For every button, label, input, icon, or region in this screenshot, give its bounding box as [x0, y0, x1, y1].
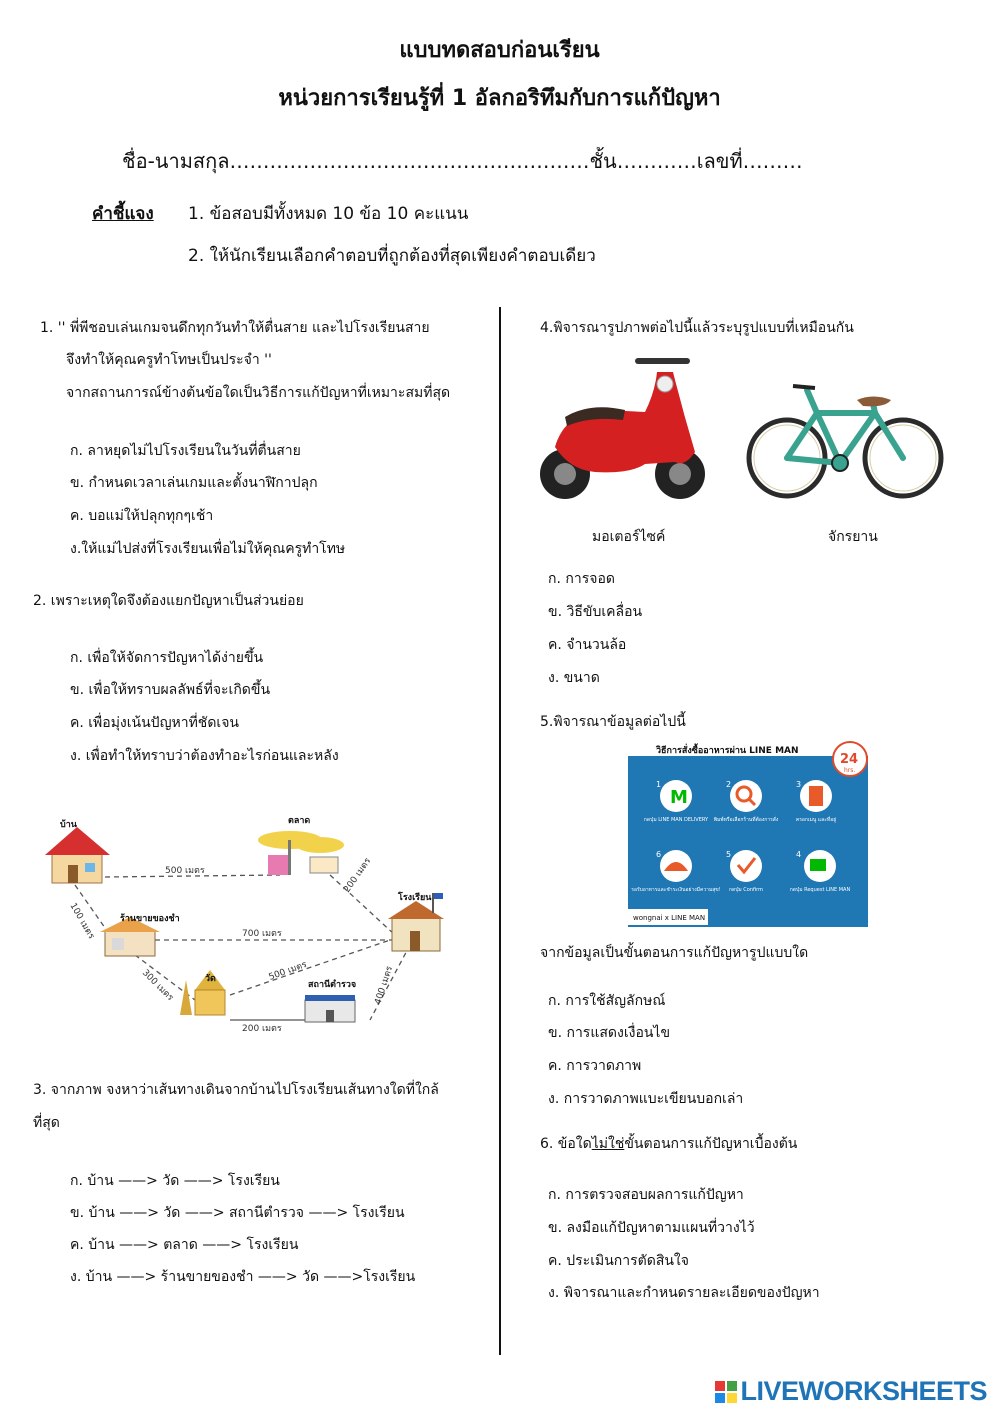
worksheet-title: แบบทดสอบก่อนเรียน — [399, 38, 600, 63]
q4-option-c[interactable]: ค. จำนวนล้อ — [548, 637, 627, 653]
svg-text:2: 2 — [726, 780, 732, 789]
map-label-market: ตลาด — [288, 816, 311, 826]
scooter-image — [535, 352, 710, 512]
q3-option-d[interactable]: ง. บ้าน ——> ร้านขายของชำ ——> วัด ——>โรงเรียน — [70, 1269, 416, 1285]
instructions-item-2: 2. ให้นักเรียนเลือกคำตอบที่ถูกต้องที่สุดเพียงคำตอบเดียว — [188, 246, 596, 266]
q3-option-a[interactable]: ก. บ้าน ——> วัด ——> โรงเรียน — [70, 1173, 280, 1189]
q1-line-1: 1. '' พี่พีชอบเล่นเกมจนดึกทุกวันทำให้ตื่นสาย และไปโรงเรียนสาย — [40, 320, 430, 336]
distance-temple-school: 500 เมตร — [267, 959, 309, 983]
infographic-24-badge: 24 — [840, 752, 859, 767]
distance-home-market: 500 เมตร — [165, 866, 205, 876]
q1-line-3: จากสถานการณ์ข้างต้นข้อใดเป็นวิธีการแก้ปัญหาที่เหมาะสมที่สุด — [66, 385, 451, 401]
infographic-hrs-label: hrs. — [844, 767, 856, 774]
home-icon — [45, 827, 110, 883]
distance-temple-police: 200 เมตร — [242, 1024, 282, 1034]
scooter-caption: มอเตอร์ไซค์ — [592, 529, 666, 545]
q1-option-c[interactable]: ค. บอแม่ให้ปลุกทุกๆเช้า — [70, 508, 214, 524]
map-label-temple: วัด — [205, 974, 216, 984]
instructions-item-1: 1. ข้อสอบมีทั้งหมด 10 ข้อ 10 คะแนน — [188, 204, 469, 224]
svg-text:1: 1 — [656, 780, 662, 789]
q6-text: 6. ข้อใดไม่ใช่ขั้นตอนการแก้ปัญหาเบื้องต้น — [540, 1136, 798, 1152]
distance-shop-school: 700 เมตร — [242, 929, 282, 939]
q1-option-a[interactable]: ก. ลาหยุดไม่ไปโรงเรียนในวันที่ตื่นสาย — [70, 443, 301, 459]
step-6-label: รอรับอาหารและชำระเงินอย่างมีความสุข! — [631, 887, 721, 893]
q4-option-b[interactable]: ข. วิธีขับเคลื่อน — [548, 604, 643, 620]
q3-option-c[interactable]: ค. บ้าน ——> ตลาด ——> โรงเรียน — [70, 1237, 299, 1253]
map-label-police: สถานีตำรวจ — [308, 980, 357, 990]
q6-option-b[interactable]: ข. ลงมือแก้ปัญหาตามแผนที่วางไว้ — [548, 1220, 755, 1236]
svg-text:3: 3 — [796, 780, 802, 789]
infographic-footer: wongnai x LINE MAN — [633, 914, 706, 922]
q5-option-d[interactable]: ง. การวาดภาพแบะเขียนบอกเล่า — [548, 1091, 744, 1107]
q4-text: 4.พิจารณารูปภาพต่อไปนี้แล้วระบุรูปแบบที่เหมือนกัน — [540, 320, 854, 336]
q1-option-b[interactable]: ข. กำหนดเวลาเล่นเกมและตั้งนาฬิกาปลุก — [70, 475, 318, 491]
lineman-infographic — [628, 741, 868, 927]
svg-text:M: M — [670, 787, 688, 808]
q1-line-2: จึงทำให้คุณครูทำโทษเป็นประจำ '' — [66, 352, 272, 368]
step-2-label: พิมพ์หรือเลือกร้านที่ต้องการสั่ง — [713, 817, 779, 823]
police-station-icon — [305, 995, 355, 1022]
distance-police-school: 400 เมตร — [373, 965, 396, 1006]
q4-option-a[interactable]: ก. การจอด — [548, 571, 615, 587]
route-map — [30, 805, 460, 1045]
q3-line-2: ที่สุด — [33, 1115, 60, 1131]
q5-question: จากข้อมูลเป็นขั้นตอนการแก้ปัญหารูปแบบใด — [540, 945, 809, 961]
q5-option-c[interactable]: ค. การวาดภาพ — [548, 1058, 642, 1074]
step-1-label: กดปุ่ม LINE MAN DELIVERY — [643, 817, 709, 823]
q2-option-c[interactable]: ค. เพื่อมุ่งเน้นปัญหาที่ชัดเจน — [70, 715, 239, 731]
q2-option-d[interactable]: ง. เพื่อทำให้ทราบว่าต้องทำอะไรก่อนและหลัง — [70, 748, 339, 764]
liveworksheets-icon — [715, 1381, 737, 1403]
temple-icon — [180, 970, 225, 1015]
q5-option-b[interactable]: ข. การแสดงเงื่อนไข — [548, 1025, 671, 1041]
svg-text:4: 4 — [796, 850, 802, 859]
market-icon — [258, 831, 344, 875]
q6-option-c[interactable]: ค. ประเมินการตัดสินใจ — [548, 1253, 689, 1269]
worksheet-subtitle: หน่วยการเรียนรู้ที่ 1 อัลกอริทึมกับการแก้ปัญหา — [278, 86, 721, 111]
q6-option-d[interactable]: ง. พิจารณาและกำหนดรายละเอียดของปัญหา — [548, 1285, 820, 1301]
q6-option-a[interactable]: ก. การตรวจสอบผลการแก้ปัญหา — [548, 1187, 744, 1203]
step-5-confirm-icon — [730, 850, 762, 882]
q1-option-d[interactable]: ง.ให้แม่ไปส่งที่โรงเรียนเพื่อไม่ให้คุณครูทำโทษ — [70, 541, 346, 557]
step-5-label: กดปุ่ม Confirm — [728, 887, 764, 893]
distance-market-school: 200 เมตร — [342, 856, 374, 895]
map-label-shop: ร้านขายของชำ — [120, 914, 180, 924]
step-3-label: ครอกเมนู และที่อยู่ — [795, 817, 837, 823]
map-label-home: บ้าน — [60, 820, 77, 830]
step-2-search-icon — [730, 780, 762, 812]
svg-text:5: 5 — [726, 850, 732, 859]
column-divider — [499, 307, 501, 1355]
infographic-title: วิธีการสั่งซื้ออาหารผ่าน LINE MAN — [656, 746, 799, 756]
q3-line-1: 3. จากภาพ จงหาว่าเส้นทางเดินจากบ้านไปโรงเรียนเส้นทางใดที่ใกล้ — [33, 1082, 439, 1098]
step-4-label: กดปุ่ม Request LINE MAN — [789, 887, 851, 893]
map-label-school: โรงเรียน — [398, 893, 432, 903]
q2-option-a[interactable]: ก. เพื่อให้จัดการปัญหาได้ง่ายขึ้น — [70, 650, 264, 666]
q3-option-b[interactable]: ข. บ้าน ——> วัด ——> สถานีตำรวจ ——> โรงเรียน — [70, 1205, 405, 1221]
q5-option-a[interactable]: ก. การใช้สัญลักษณ์ — [548, 993, 666, 1009]
bicycle-caption: จักรยาน — [828, 529, 878, 545]
q4-option-d[interactable]: ง. ขนาด — [548, 670, 600, 686]
q2-text: 2. เพราะเหตุใดจึงต้องแยกปัญหาเป็นส่วนย่อย — [33, 593, 304, 609]
liveworksheets-logo[interactable]: LIVEWORKSHEETS — [715, 1376, 987, 1407]
q6-emphasis: ไม่ใช่ — [591, 1136, 625, 1152]
svg-text:6: 6 — [656, 850, 662, 859]
distance-home-shop: 100 เมตร — [67, 901, 96, 941]
q2-option-b[interactable]: ข. เพื่อให้ทราบผลลัพธ์ที่จะเกิดขึ้น — [70, 682, 271, 698]
instructions-label: คำชี้แจง — [92, 204, 154, 224]
q5-text: 5.พิจารณาข้อมูลต่อไปนี้ — [540, 714, 686, 730]
student-info-line: ชื่อ-นามสกุล………………………………………………ชั้น…………เลขที่……… — [122, 149, 803, 173]
bicycle-image — [745, 378, 945, 508]
distance-shop-temple: 300 เมตร — [139, 968, 176, 1004]
